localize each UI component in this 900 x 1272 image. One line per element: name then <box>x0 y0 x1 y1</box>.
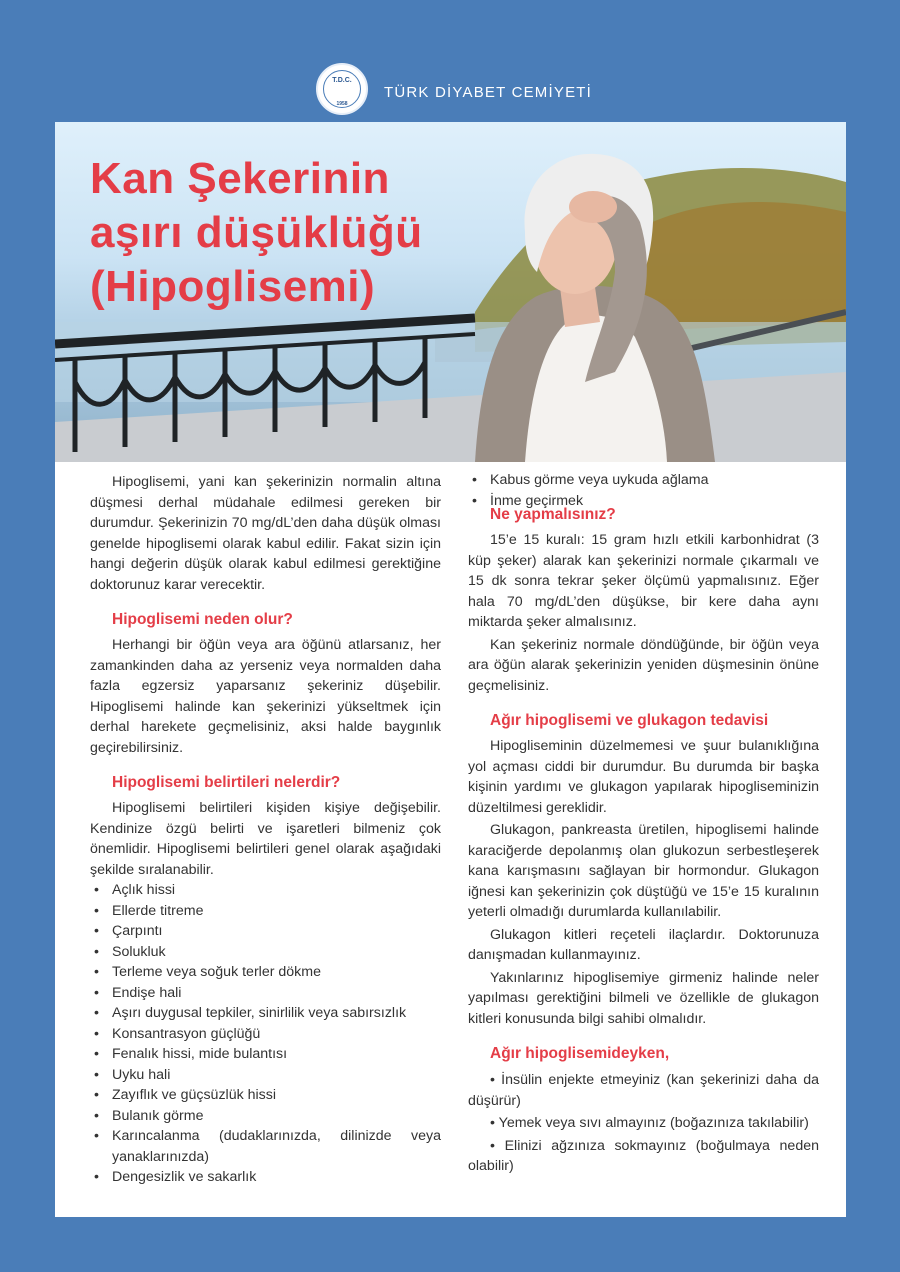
title-line-2: aşırı düşüklüğü <box>90 208 423 257</box>
severe-paragraph-1: Hipogliseminin düzelmemesi ve şuur bulanıklığına yol açması ciddi bir durumdur. Bu durumda bir başka kişinin yardımı ve glukagon yapılarak hipogliseminizin düzeltilmesi gereklidir. <box>468 738 819 816</box>
list-item: • Solukluk <box>90 942 441 963</box>
list-item: • İnme geçirmek <box>468 491 819 512</box>
logo-year: 1958 <box>336 101 348 107</box>
list-item: • Zayıflık ve güçsüzlük hissi <box>90 1085 441 1106</box>
list-item: • Çarpıntı <box>90 921 441 942</box>
list-item: • Bulanık görme <box>90 1106 441 1127</box>
heading-what-to-do: Ne yapmalısınız? <box>490 506 616 523</box>
list-item: • Endişe hali <box>90 983 441 1004</box>
list-item-text: İnsülin enjekte etmeyiniz (kan şekerinizi daha da düşürür) <box>468 1072 819 1109</box>
severe-paragraph-2: Glukagon, pankreasta üretilen, hipoglisemi halinde karaciğerde depolanmış olan glukozun serbestleşerek kana karışmasını sağlayan bir hormondur. Glukagon iğnesi kan şekerinizin çok düştüğü ve 15’e 15 kuralının yeterli olmadığı durumlarda kullanılabilir. <box>468 822 819 920</box>
why-paragraph: Herhangi bir öğün veya ara öğünü atlarsanız, her zamankinden daha az yerseniz veya normalden daha fazla egzersiz yaparsanız şekeriniz düşebilir. Hipoglisemi halinde kan şekerinizi yükseltmek için derhal harekete geçmelisiniz, aksi halde baygınlık geçirebilirsiniz. <box>90 637 441 756</box>
what-paragraph-1: 15’e 15 kuralı: 15 gram hızlı etkili karbonhidrat (3 küp şeker) alarak kan şekerinizi normale çıkarmalı ve 15 dk sonra tekrar şeker ölçümü yapmalısınız. Eğer hala 70 mg/dL’den düşükse, bir kere daha aynı miktarda şeker almalısınız. <box>468 532 819 630</box>
heading-why: Hipoglisemi neden olur? <box>112 611 293 628</box>
heading-severe: Ağır hipoglisemi ve glukagon tedavisi <box>490 712 769 729</box>
list-item: • Fenalık hissi, mide bulantısı <box>90 1044 441 1065</box>
left-column <box>90 472 441 1188</box>
list-item: • Dengesizlik ve sakarlık <box>90 1167 441 1188</box>
logo-initials: T.D.C. <box>332 77 352 84</box>
list-item: • Elinizi ağzınıza sokmayınız (boğulmaya neden olabilir) <box>468 1137 819 1174</box>
content-card <box>55 122 846 1217</box>
list-item-text: Yemek veya sıvı almayınız (boğazınıza takılabilir) <box>498 1115 809 1131</box>
intro-paragraph: Hipoglisemi, yani kan şekerinizin normalin altına düşmesi derhal müdahale edilmesi gereken bir durumdur. Şekerinizin 70 mg/dL’den daha düşük olması genelde hipoglisemi olarak kabul edilir. Fakat sizin için hangi değerin düşük olarak kabul edilmesi gerektiğine doktorunuz karar verecektir. <box>90 474 441 593</box>
right-column <box>468 472 819 1177</box>
severe-paragraph-3: Glukagon kitleri reçeteli ilaçlardır. Doktorunuza danışmadan kullanmayınız. <box>468 926 819 963</box>
title-line-1: Kan Şekerinin <box>90 154 390 203</box>
list-item: • Konsantrasyon güçlüğü <box>90 1024 441 1045</box>
list-item: • Yemek veya sıvı almayınız (boğazınıza takılabilir) <box>490 1115 809 1131</box>
list-item-text: Elinizi ağzınıza sokmayınız (boğulmaya neden olabilir) <box>468 1137 819 1174</box>
list-item: • Aşırı duygusal tepkiler, sinirlilik veya sabırsızlık <box>90 1003 441 1024</box>
list-item: • Karıncalanma (dudaklarınızda, dilinizde veya yanaklarınızda) <box>90 1126 441 1167</box>
organization-name: TÜRK DİYABET CEMİYETİ <box>384 84 593 101</box>
heading-during: Ağır hipoglisemideyken, <box>490 1045 670 1062</box>
symptom-list <box>90 880 441 1188</box>
heading-symptoms: Hipoglisemi belirtileri nelerdir? <box>112 774 341 791</box>
symptom-list-continued <box>468 470 819 511</box>
list-item: • Uyku hali <box>90 1065 441 1086</box>
page-header <box>0 60 900 120</box>
list-item: • Kabus görme veya uykuda ağlama <box>468 470 819 491</box>
during-list <box>468 1070 819 1177</box>
list-item: • Terleme veya soğuk terler dökme <box>90 962 441 983</box>
page-title <box>90 152 423 314</box>
list-item: • Açlık hissi <box>90 880 441 901</box>
organization-logo <box>316 63 368 115</box>
symptoms-paragraph: Hipoglisemi belirtileri kişiden kişiye değişebilir. Kendinize özgü belirti ve işaretleri bilmeniz çok önemlidir. Hipoglisemi belirtileri genel olarak aşağıdaki şekilde sıralanabilir. <box>90 800 441 878</box>
list-item: • İnsülin enjekte etmeyiniz (kan şekerinizi daha da düşürür) <box>468 1072 819 1109</box>
title-line-3: (Hipoglisemi) <box>90 262 376 311</box>
what-paragraph-2: Kan şekeriniz normale döndüğünde, bir öğün veya ara öğün alarak şekerinizin yeniden düşmesinin önüne geçmelisiniz. <box>468 636 819 694</box>
severe-paragraph-4: Yakınlarınız hipoglisemiye girmeniz halinde neler yapılması gerektiğini bilmeli ve özellikle de glukagon kitleri konusunda bilgi sahibi olmalıdır. <box>468 969 819 1027</box>
list-item: • Ellerde titreme <box>90 901 441 922</box>
